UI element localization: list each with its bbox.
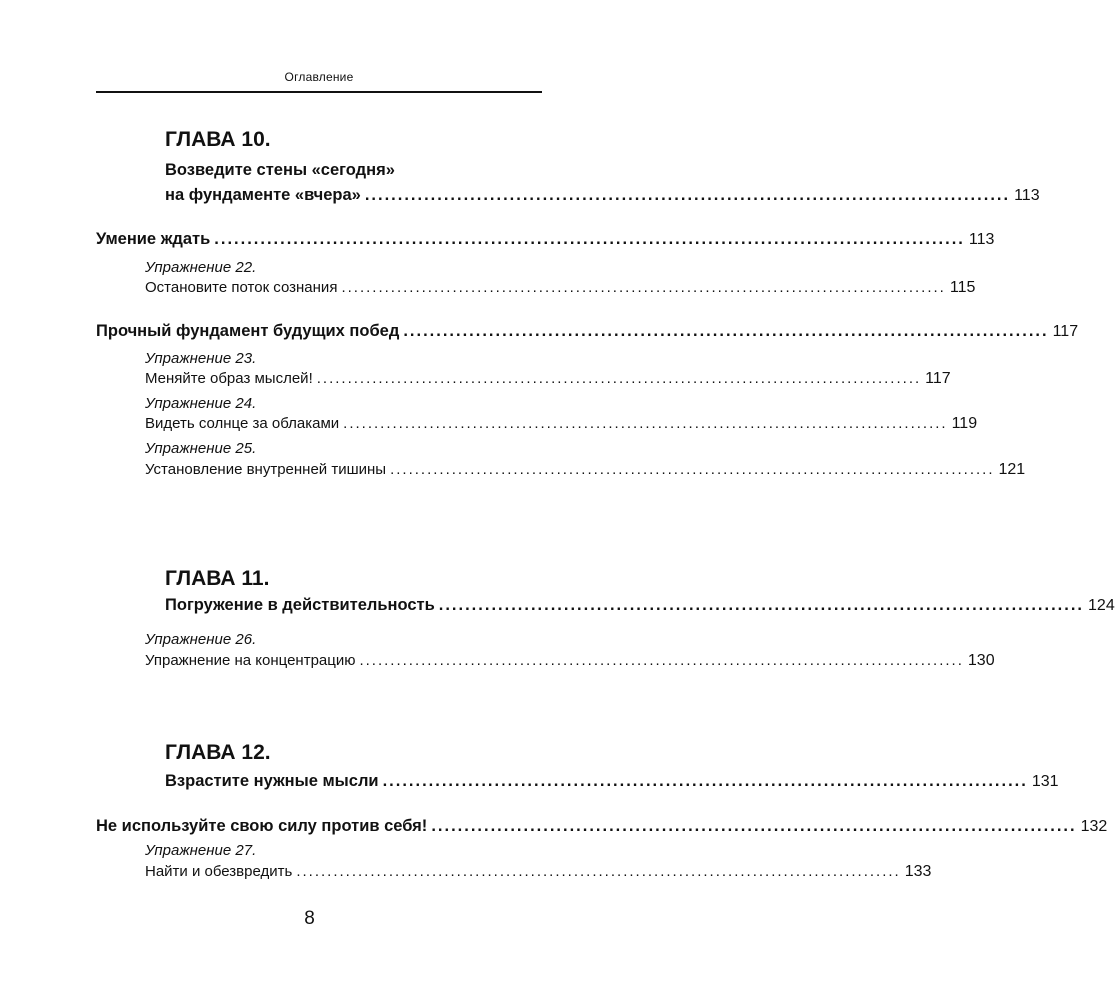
exercise-entry[interactable] xyxy=(145,415,978,433)
section-title: Не используйте свою силу против себя! xyxy=(96,817,428,835)
chapter-11-entry[interactable] xyxy=(165,596,1115,615)
chapter-10-label: ГЛАВА 10. xyxy=(165,128,271,151)
exercise-label: Упражнение 22. xyxy=(145,259,257,276)
page-number: 131 xyxy=(1031,773,1059,790)
chapter-12-label: ГЛАВА 12. xyxy=(165,741,271,764)
exercise-label: Упражнение 27. xyxy=(145,842,257,859)
exercise-entry[interactable] xyxy=(145,652,995,670)
leader-dots: .................................................................................................. xyxy=(343,415,948,432)
leader-dots: .................................................................................................. xyxy=(390,461,995,478)
exercise-title: Упражнение на концентрацию xyxy=(145,652,356,669)
exercise-label: Упражнение 23. xyxy=(145,350,257,367)
page-number: 121 xyxy=(998,461,1026,478)
leader-dots: .................................................................................................. xyxy=(431,817,1077,835)
chapter-11-label: ГЛАВА 11. xyxy=(165,567,270,590)
page-number: 115 xyxy=(949,279,976,296)
page-number: 119 xyxy=(951,415,978,432)
page-number: 130 xyxy=(967,652,995,669)
leader-dots: .................................................................................................................. xyxy=(214,230,965,248)
section-entry[interactable] xyxy=(96,230,995,249)
page-number: 124 xyxy=(1088,597,1115,614)
section-title: Умение ждать xyxy=(96,230,211,248)
chapter-12-entry[interactable] xyxy=(165,772,1059,791)
section-entry[interactable] xyxy=(96,817,1108,836)
leader-dots: .................................................................................................. xyxy=(382,772,1028,790)
leader-dots: .................................................................................................. xyxy=(341,279,946,296)
leader-dots: .................................................................................................. xyxy=(403,322,1049,340)
section-title: Прочный фундамент будущих побед xyxy=(96,322,400,340)
leader-dots: .................................................................................................. xyxy=(316,370,922,387)
page-number: 133 xyxy=(904,863,932,880)
exercise-title: Остановите поток сознания xyxy=(145,279,338,296)
exercise-entry[interactable] xyxy=(145,279,976,297)
section-entry[interactable] xyxy=(96,322,1079,341)
exercise-title: Видеть солнце за облаками xyxy=(145,415,340,432)
page-number: 117 xyxy=(925,370,951,387)
leader-dots: .................................................................................................. xyxy=(438,596,1085,614)
leader-dots: .................................................................................................. xyxy=(364,186,1011,204)
exercise-label: Упражнение 24. xyxy=(145,395,257,412)
chapter-10-title-line2: на фундаменте «вчера» xyxy=(165,186,361,204)
exercise-title: Меняйте образ мыслей! xyxy=(145,370,313,387)
exercise-title: Найти и обезвредить xyxy=(145,863,293,880)
chapter-10-entry[interactable] xyxy=(165,186,1040,205)
header-rule xyxy=(96,91,542,93)
exercise-label: Упражнение 26. xyxy=(145,631,257,648)
exercise-entry[interactable] xyxy=(145,461,1026,479)
page-number: 117 xyxy=(1052,323,1079,340)
leader-dots: .................................................................................................. xyxy=(296,863,901,880)
leader-dots: .................................................................................................. xyxy=(359,652,964,669)
chapter-10-title-line1: Возведите стены «сегодня» xyxy=(165,161,395,179)
exercise-entry[interactable] xyxy=(145,863,932,881)
page-number: 132 xyxy=(1080,818,1108,835)
chapter-11-title: Погружение в действительность xyxy=(165,596,435,614)
running-head: Оглавление xyxy=(284,70,354,84)
page-number: 113 xyxy=(968,231,995,248)
exercise-entry[interactable] xyxy=(145,370,951,388)
chapter-12-title: Взрастите нужные мысли xyxy=(165,772,379,790)
page-number: 113 xyxy=(1014,187,1040,204)
exercise-label: Упражнение 25. xyxy=(145,440,257,457)
exercise-title: Установление внутренней тишины xyxy=(145,461,387,478)
folio-page-number: 8 xyxy=(304,908,315,929)
